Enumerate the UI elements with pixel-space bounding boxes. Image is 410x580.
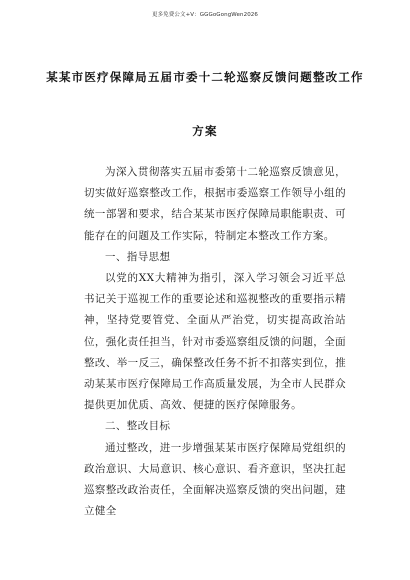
document-body bbox=[84, 162, 346, 522]
section-paragraph-guiding-ideology: 以党的XX大精神为指引，深入学习领会习近平总书记关于巡视工作的重要论述和巡视整改的重要指示精神，坚持党要管党、全面从严治党，切实提高政治站位，强化责任担当，针对市委巡察组反馈的问题，全面整改、举一反三，确保整改任务不折不扣落实到位，推动某某市医疗保障局工作高质量发展，为全市人民群众提供更加优质、高效、便捷的医疗保障服务。 bbox=[84, 272, 346, 412]
section-heading-guiding-ideology: 一、指导思想 bbox=[105, 250, 171, 263]
section-heading-rectification-goals: 二、整改目标 bbox=[105, 420, 171, 433]
document-title-line1: 某某市医疗保障局五届市委十二轮巡察反馈问题整改工作 bbox=[46, 70, 364, 84]
intro-paragraph: 为深入贯彻落实五届市委第十二轮巡察反馈意见，切实做好巡察整改工作，根据市委巡察工作领导小组的统一部署和要求，结合某某市医疗保障局职能职责、可能存在的问题及工作实际，特制定本整改工作方案。 bbox=[84, 166, 346, 242]
header-note: 更多免费公文+V：GGGoGongWen2026 bbox=[151, 12, 258, 18]
document-title-line2: 方案 bbox=[192, 124, 218, 138]
section-paragraph-rectification-goals: 通过整改，进一步增强某某市医疗保障局党组织的政治意识、大局意识、核心意识、看齐意识，坚决扛起巡察整改政治责任，全面解决巡察反馈的突出问题，建立健全 bbox=[84, 441, 346, 518]
